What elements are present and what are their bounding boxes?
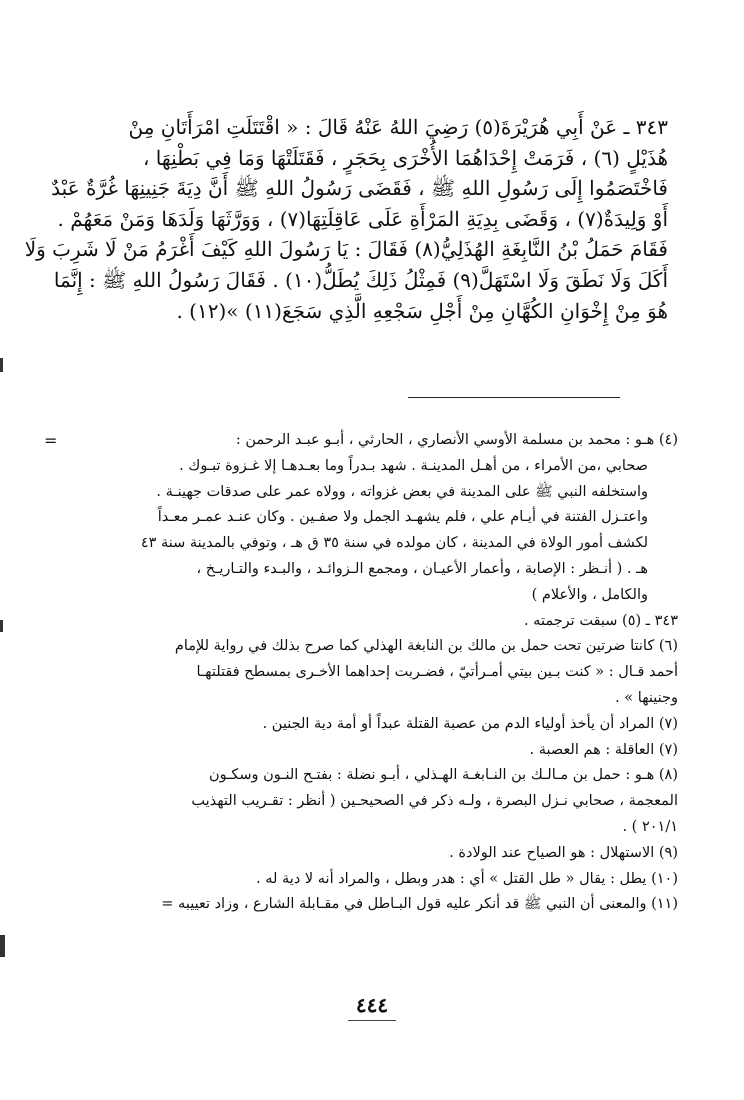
- footnote-line: لكشف أمور الولاة في المدينة ، كان مولده في سنة ٣٥ ق هـ ، وتوفي بالمدينة سنة ٤٣: [140, 535, 648, 552]
- footnote-line: هـ . ( أنـظر : الإصابة ، وأعمار الأعيـان ، ومجمع الـزوائـد ، والبـدء والتـاريـخ ،: [196, 560, 648, 577]
- footnotes: [66, 428, 678, 918]
- footnote-line: صحابي ،من الأمراء ، من أهـل المدينـة . شهد بـدراً وما بعـدهـا إلا غـزوة تبـوك .: [179, 457, 648, 474]
- footnote-line: أحمد قـال : « كنت بـين بيتي أمـرأتيّ ، فضـربت إحداهما الأخـرى بمسطح فقتلتهـا: [196, 664, 678, 681]
- footnote-divider: [408, 397, 620, 398]
- page-number: ٤٤٤: [355, 993, 389, 1017]
- footnote-line: (٨) هـو : حمل بن مـالـك بن النـابغـة الهـذلي ، أبـو نضلة : بفتـح النـون وسكـون: [208, 767, 678, 784]
- footnote-line: (٦) كانتا ضرتين تحت حمل بن مالك بن النابغة الهذلي كما صرح بذلك في رواية للإمام: [174, 638, 678, 655]
- hadith-text: [24, 112, 668, 326]
- footnote-line: ٢٠١/١ ) .: [622, 818, 678, 835]
- footnote-line: واعتـزل الفتنة في أيـام علي ، فلم يشهـد الجمل ولا صفـين . وكان عنـد عمـر معـداً: [157, 509, 648, 526]
- hadith-line: فَاخْتَصَمُوا إِلَى رَسُولِ اللهِ ﷺ ، فَقَضَى رَسُولُ اللهِ ﷺ أَنَّ دِيَةَ جَنِينِهَا غُرَّةٌ عَبْدٌ: [51, 176, 668, 201]
- footnote-line: وجنينها » .: [615, 689, 678, 706]
- footnote-line: (٤) هـو : محمد بن مسلمة الأوسي الأنصاري ، الحارثي ، أبـو عبـد الرحمن :: [235, 432, 678, 448]
- scan-edge-mark: [0, 358, 3, 372]
- scan-edge-mark: [0, 935, 5, 957]
- footnote-line: ٣٤٣ ـ (٥) سبقت ترجمته .: [523, 612, 678, 629]
- continuation-mark: =: [44, 431, 58, 450]
- footnote-line: والكامل ، والأعلام ): [531, 586, 648, 603]
- footnote-line: المعجمة ، صحابي نـزل البصرة ، ولـه ذكر في الصحيحـين ( أنظر : تقـريب التهذيب: [191, 793, 678, 810]
- hadith-line: هُذَيْلٍ (٦) ، فَرَمَتْ إِحْدَاهُمَا الأُخْرَى بِحَجَرٍ ، فَقَتَلَتْهَا وَمَا فِي بَطْنِهَا ،: [142, 145, 668, 170]
- hadith-line: أَكَلَ وَلَا نَطَقَ وَلَا اسْتَهَلَّ(٩) فَمِثْلُ ذَلِكَ يُطَلُّ(١٠) . فَقَالَ رَسُولُ اللهِ ﷺ : إِنَّمَا: [53, 267, 668, 292]
- footnote-line: (٩) الاستهلال : هو الصياح عند الولادة .: [449, 844, 678, 861]
- hadith-line: أَوْ وَلِيدَةٌ(٧) ، وَقَضَى بِدِيَةِ المَرْأَةِ عَلَى عَاقِلَتِهَا(٧) ، وَوَرَّثَهَا وَلَدَهَا وَمَنْ مَعَهُمْ .: [57, 206, 668, 231]
- footnote-line: (١٠) يطل : يقال « طل القتل » أي : هدر وبطل ، والمراد أنه لا دية له .: [255, 870, 678, 887]
- footnote-line: واستخلفه النبي ﷺ على المدينة في بعض غزواته ، وولاه عمر على صدقات جهينـة .: [156, 483, 648, 500]
- hadith-line: فَقَامَ حَمَلُ بْنُ النَّابِغَةِ الهُذَلِيُّ(٨) فَقَالَ : يَا رَسُولَ اللهِ كَيْفَ أَغْرَمُ مَنْ لَا شَرِبَ وَلَا: [24, 237, 668, 262]
- scan-edge-mark: [0, 620, 3, 632]
- hadith-line: هُوَ مِنْ إِخْوَانِ الكُهَّانِ مِنْ أَجْلِ سَجْعِهِ الَّذِي سَجَعَ(١١) »(١٢) .: [176, 298, 668, 323]
- hadith-line: ٣٤٣ ـ عَنْ أَبِي هُرَيْرَةَ(٥) رَضِيَ اللهُ عَنْهُ قَالَ : « اقْتَتَلَتِ امْرَأَتَانِ مِنْ: [128, 115, 668, 139]
- footnote-line: (٧) العاقلة : هم العصبة .: [529, 741, 678, 758]
- footnote-line: (٧) المراد أن يأخذ أولياء الدم من عصبة القتلة عبداً أو أمة دية الجنين .: [262, 715, 678, 732]
- footnote-line: (١١) والمعنى أن النبي ﷺ قد أنكر عليه قول البـاطل في مقـابلة الشارع ، وزاد تعييبه =: [161, 896, 678, 913]
- page-number-rule: [348, 1020, 396, 1021]
